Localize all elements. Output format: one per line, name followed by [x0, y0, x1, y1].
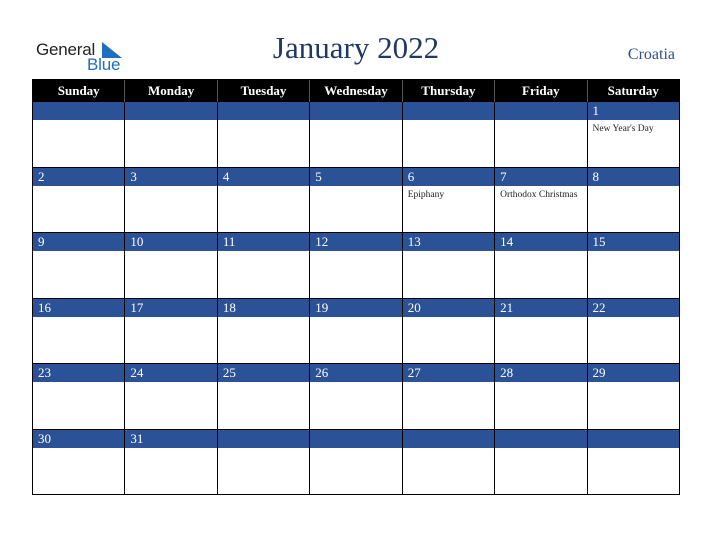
holiday-label	[588, 383, 679, 386]
calendar-day-cell[interactable]	[310, 168, 402, 233]
day-number-bar	[588, 430, 679, 449]
holiday-label	[310, 252, 401, 255]
holiday-label	[495, 121, 586, 124]
holiday-label	[588, 449, 679, 452]
calendar-day-cell[interactable]	[33, 364, 125, 429]
day-number-bar	[403, 364, 494, 383]
day-number: 24	[130, 365, 144, 380]
calendar-day-cell[interactable]	[403, 299, 495, 364]
holiday-label	[125, 318, 216, 321]
day-number: 14	[500, 234, 514, 249]
calendar-day-cell[interactable]	[218, 430, 310, 495]
weekday-friday: Friday	[495, 80, 587, 102]
weekday-monday: Monday	[125, 80, 217, 102]
day-number-bar	[125, 430, 216, 449]
day-number-bar	[495, 102, 586, 121]
day-number-bar	[218, 233, 309, 252]
calendar-day-cell[interactable]	[403, 233, 495, 298]
logo-blue-text: Blue	[87, 55, 121, 74]
holiday-label	[125, 383, 216, 386]
day-number-bar	[588, 299, 679, 318]
calendar-day-cell[interactable]	[125, 299, 217, 364]
weekday-header-row	[33, 80, 679, 102]
day-number: 23	[38, 365, 51, 380]
day-number-bar	[218, 364, 309, 383]
day-number: 3	[130, 168, 137, 184]
day-number-bar	[125, 102, 216, 121]
calendar-day-cell[interactable]	[403, 364, 495, 429]
day-number-bar	[495, 430, 586, 449]
calendar-day-cell[interactable]	[588, 299, 679, 364]
holiday-label	[588, 318, 679, 321]
calendar-day-cell[interactable]	[125, 430, 217, 495]
day-number-bar	[403, 430, 494, 449]
holiday-label	[310, 121, 401, 124]
calendar-day-cell[interactable]	[125, 364, 217, 429]
calendar-day-cell[interactable]	[33, 430, 125, 495]
holiday-label	[310, 318, 401, 321]
day-number-bar	[33, 299, 124, 318]
calendar-day-cell[interactable]	[218, 102, 310, 167]
holiday-label	[588, 187, 679, 190]
day-number: 30	[38, 430, 51, 446]
calendar-day-cell[interactable]	[495, 102, 587, 167]
day-number: 1	[592, 103, 600, 118]
calendar-day-cell[interactable]	[310, 430, 402, 495]
weekday-sunday: Sunday	[33, 80, 125, 102]
day-number: 7	[500, 168, 507, 184]
calendar-day-cell[interactable]	[495, 364, 587, 429]
calendar-day-cell[interactable]	[125, 233, 217, 298]
holiday-label	[125, 121, 216, 124]
holiday-label	[403, 121, 494, 124]
day-number-bar	[403, 299, 494, 318]
day-number-bar	[495, 168, 586, 187]
calendar-week-row	[33, 298, 679, 364]
day-number-bar	[310, 364, 401, 383]
day-number: 27	[407, 365, 421, 380]
day-number: 10	[130, 234, 144, 249]
calendar-day-cell[interactable]	[125, 102, 217, 167]
day-number: 31	[130, 430, 144, 446]
day-number-bar	[495, 233, 586, 252]
calendar-week-row	[33, 167, 679, 233]
weeks-container	[33, 102, 679, 494]
day-number: 6	[407, 168, 415, 184]
day-number: 28	[500, 365, 514, 380]
logo-general-text: General	[36, 40, 96, 59]
country-label: Croatia	[627, 46, 675, 63]
calendar-day-cell[interactable]	[310, 102, 402, 167]
holiday-label	[495, 318, 586, 321]
weekday-saturday: Saturday	[607, 83, 659, 98]
page-title: January 2022	[272, 30, 440, 65]
weekday-thursday: Thursday	[403, 80, 495, 102]
day-number-bar	[218, 102, 309, 121]
day-number-bar	[403, 233, 494, 252]
calendar-week-row	[33, 363, 679, 429]
calendar-day-cell[interactable]	[125, 168, 217, 233]
holiday-label	[218, 252, 309, 255]
holiday-label	[218, 187, 309, 190]
calendar-day-cell[interactable]	[310, 299, 402, 364]
calendar-day-cell[interactable]	[218, 233, 310, 298]
day-number: 8	[592, 168, 600, 184]
day-number: 29	[592, 365, 606, 380]
calendar-day-cell[interactable]	[403, 102, 495, 167]
calendar-day-cell[interactable]	[33, 233, 125, 298]
holiday-label	[310, 383, 401, 386]
day-number: 16	[38, 299, 51, 315]
day-number-bar	[218, 168, 309, 187]
day-number-bar	[33, 233, 124, 252]
holiday-label	[588, 252, 679, 255]
holiday-label	[495, 383, 586, 386]
holiday-label	[310, 187, 401, 190]
day-number: 26	[315, 365, 329, 380]
day-number: 12	[315, 234, 329, 249]
calendar-day-cell[interactable]	[588, 102, 679, 167]
holiday-label	[310, 449, 401, 452]
holiday-label	[495, 252, 586, 255]
weekday-tuesday: Tuesday	[218, 80, 310, 102]
day-number-bar	[588, 168, 679, 187]
day-number-bar	[218, 430, 309, 449]
day-number-bar	[125, 233, 216, 252]
day-number: 5	[315, 168, 322, 184]
holiday-label	[218, 449, 309, 452]
day-number-bar	[588, 364, 679, 383]
holiday-label: New Year's Day	[592, 124, 654, 134]
day-number-bar	[125, 168, 216, 187]
day-number-bar	[588, 233, 679, 252]
day-number-bar	[218, 299, 309, 318]
day-number-bar	[33, 364, 124, 383]
day-number-bar	[310, 430, 401, 449]
day-number: 19	[315, 299, 329, 315]
day-number-bar	[310, 168, 401, 187]
calendar-day-cell[interactable]	[403, 168, 495, 233]
day-number: 9	[38, 234, 45, 249]
calendar-day-cell[interactable]	[495, 430, 587, 495]
holiday-label	[403, 383, 494, 386]
calendar-day-cell[interactable]	[218, 364, 310, 429]
holiday-label	[33, 449, 124, 452]
holiday-label	[495, 449, 586, 452]
calendar-day-cell[interactable]	[33, 102, 125, 167]
calendar-day-cell[interactable]	[310, 364, 402, 429]
holiday-label	[33, 252, 124, 255]
day-number: 4	[222, 168, 230, 184]
holiday-label	[33, 121, 124, 124]
holiday-label	[403, 318, 494, 321]
day-number: 11	[222, 234, 236, 249]
calendar-week-row	[33, 102, 679, 167]
holiday-label: Epiphany	[407, 189, 445, 200]
calendar-day-cell[interactable]	[588, 168, 679, 233]
day-number-bar	[125, 299, 216, 318]
calendar-week-row	[33, 232, 679, 298]
calendar-day-cell[interactable]	[403, 430, 495, 495]
calendar-week-row	[33, 429, 679, 495]
calendar-day-cell[interactable]	[310, 233, 402, 298]
calendar-day-cell[interactable]	[495, 233, 587, 298]
holiday-label	[218, 121, 309, 124]
day-number: 18	[222, 299, 236, 315]
calendar-day-cell[interactable]	[588, 430, 679, 495]
calendar-day-cell[interactable]	[495, 299, 587, 364]
day-number-bar	[125, 364, 216, 383]
day-number-bar	[33, 430, 124, 449]
holiday-label	[125, 252, 216, 255]
day-number: 22	[592, 299, 606, 315]
day-number-bar	[310, 233, 401, 252]
day-number: 20	[407, 299, 421, 315]
day-number-bar	[588, 102, 679, 121]
holiday-label	[33, 318, 124, 321]
day-number-bar	[403, 168, 494, 187]
holiday-label	[33, 383, 124, 386]
calendar-day-cell[interactable]	[218, 168, 310, 233]
day-number-bar	[310, 299, 401, 318]
holiday-label	[403, 252, 494, 255]
holiday-label	[125, 449, 216, 452]
weekday-wednesday: Wednesday	[310, 80, 402, 102]
day-number-bar	[495, 364, 586, 383]
holiday-label	[218, 318, 309, 321]
day-number-bar	[310, 102, 401, 121]
day-number: 13	[407, 234, 421, 249]
calendar-day-cell[interactable]	[218, 299, 310, 364]
calendar-day-cell[interactable]	[33, 168, 125, 233]
calendar-day-cell[interactable]	[495, 168, 587, 233]
day-number: 17	[130, 299, 144, 315]
calendar-grid	[32, 79, 680, 495]
day-number: 25	[222, 365, 236, 380]
day-number-bar	[33, 168, 124, 187]
holiday-label: Orthodox Christmas	[500, 189, 578, 200]
holiday-label	[218, 383, 309, 386]
holiday-label	[33, 187, 124, 190]
day-number-bar	[495, 299, 586, 318]
day-number: 21	[500, 299, 514, 315]
day-number: 2	[38, 168, 45, 184]
calendar-day-cell[interactable]	[33, 299, 125, 364]
holiday-label	[125, 187, 216, 190]
holiday-label	[403, 449, 494, 452]
day-number-bar	[403, 102, 494, 121]
calendar-day-cell[interactable]	[588, 233, 679, 298]
day-number: 15	[592, 234, 606, 249]
day-number-bar	[33, 102, 124, 121]
calendar-day-cell[interactable]	[588, 364, 679, 429]
